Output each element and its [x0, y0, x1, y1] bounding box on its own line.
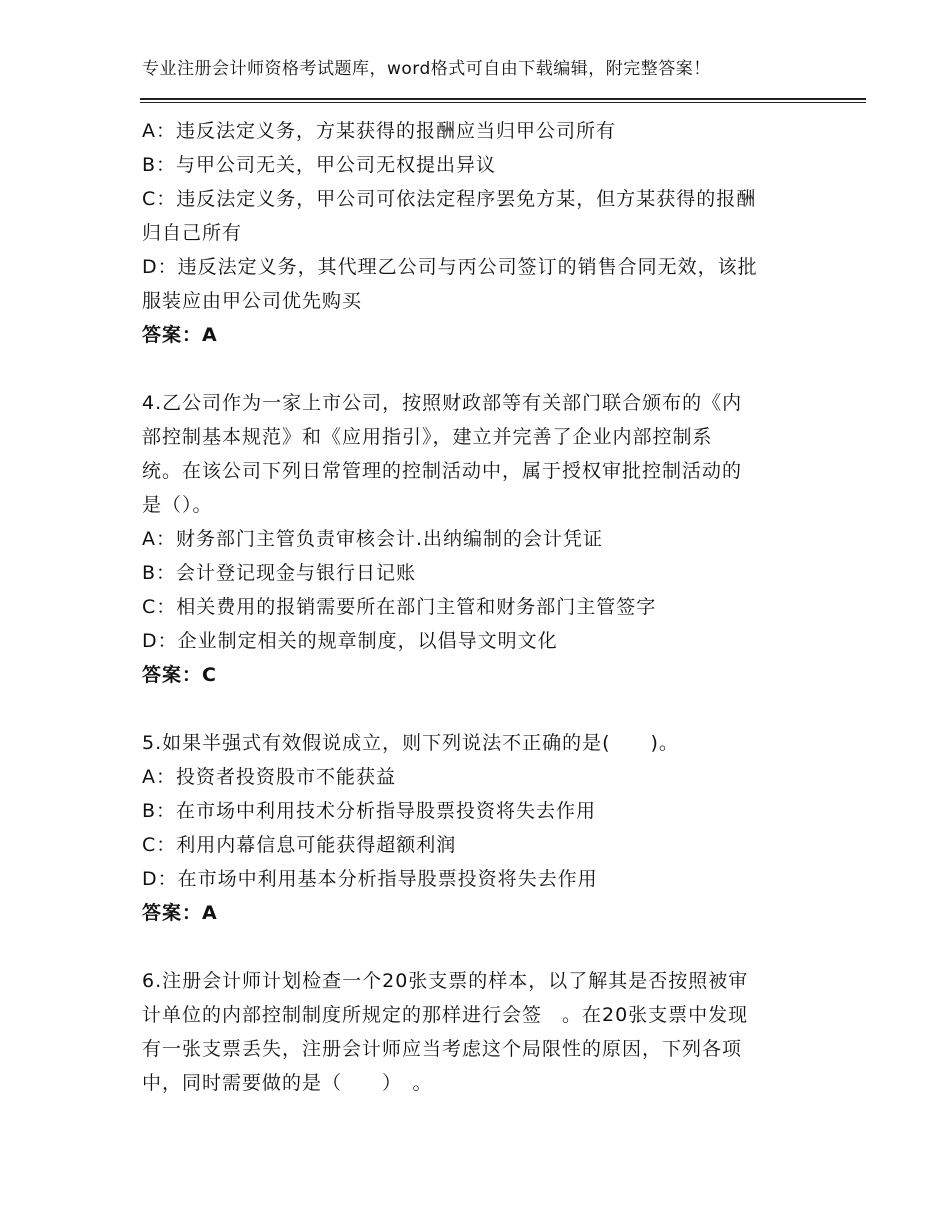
- q4-stem-line: 4.乙公司作为一家上市公司，按照财政部等有关部门联合颁布的《内: [142, 392, 743, 414]
- q4-option-c: C：相关费用的报销需要所在部门主管和财务部门主管签字: [142, 596, 657, 618]
- question-6: [142, 964, 812, 1100]
- q5-option-c: C：利用内幕信息可能获得超额利润: [142, 834, 457, 856]
- q6-stem-line: 中，同时需要做的是（ ） 。: [142, 1072, 433, 1094]
- q3-answer: 答案：A: [142, 324, 218, 346]
- q3-option-b: B：与甲公司无关，甲公司无权提出异议: [142, 154, 497, 176]
- q4-option-a: A：财务部门主管负责审核会计.出纳编制的会计凭证: [142, 528, 604, 550]
- header-divider-thick: [140, 98, 866, 100]
- q3-option-d: D：违反法定义务，其代理乙公司与丙公司签订的销售合同无效，该批: [142, 256, 758, 278]
- q5-option-d: D：在市场中利用基本分析指导股票投资将失去作用: [142, 868, 598, 890]
- q3-option-c-cont: 归自己所有: [142, 222, 243, 244]
- question-4: [142, 386, 812, 692]
- q4-stem-line: 统。在该公司下列日常管理的控制活动中，属于授权审批控制活动的: [142, 460, 743, 482]
- q5-option-a: A：投资者投资股市不能获益: [142, 766, 396, 788]
- q6-stem-line: 有一张支票丢失，注册会计师应当考虑这个局限性的原因，下列各项: [142, 1038, 743, 1060]
- question-5: [142, 726, 812, 930]
- question-content: [142, 114, 812, 1100]
- header-divider-thin: [140, 102, 866, 103]
- page-header: 专业注册会计师资格考试题库，word格式可自由下载编辑，附完整答案！: [142, 59, 711, 79]
- q5-answer: 答案：A: [142, 902, 218, 924]
- q4-option-b: B：会计登记现金与银行日记账: [142, 562, 417, 584]
- q6-stem-line: 6.注册会计师计划检查一个20张支票的样本，以了解其是否按照被审: [142, 970, 749, 992]
- q3-option-c: C：违反法定义务，甲公司可依法定程序罢免方某，但方某获得的报酬: [142, 188, 757, 210]
- q4-stem-line: 是（）。: [142, 494, 213, 516]
- q3-option-a: A：违反法定义务，方某获得的报酬应当归甲公司所有: [142, 120, 616, 142]
- q3-option-d-cont: 服装应由甲公司优先购买: [142, 290, 363, 312]
- q4-answer: 答案：C: [142, 664, 217, 686]
- q4-stem-line: 部控制基本规范》和《应用指引》，建立并完善了企业内部控制系: [142, 426, 713, 448]
- q5-option-b: B：在市场中利用技术分析指导股票投资将失去作用: [142, 800, 597, 822]
- q5-stem-line: 5.如果半强式有效假说成立，则下列说法不正确的是( )。: [142, 732, 679, 754]
- question-3: [142, 114, 812, 352]
- q4-option-d: D：企业制定相关的规章制度，以倡导文明文化: [142, 630, 558, 652]
- q6-stem-line: 计单位的内部控制制度所规定的那样进行会签 。在20张支票中发现: [142, 1004, 749, 1026]
